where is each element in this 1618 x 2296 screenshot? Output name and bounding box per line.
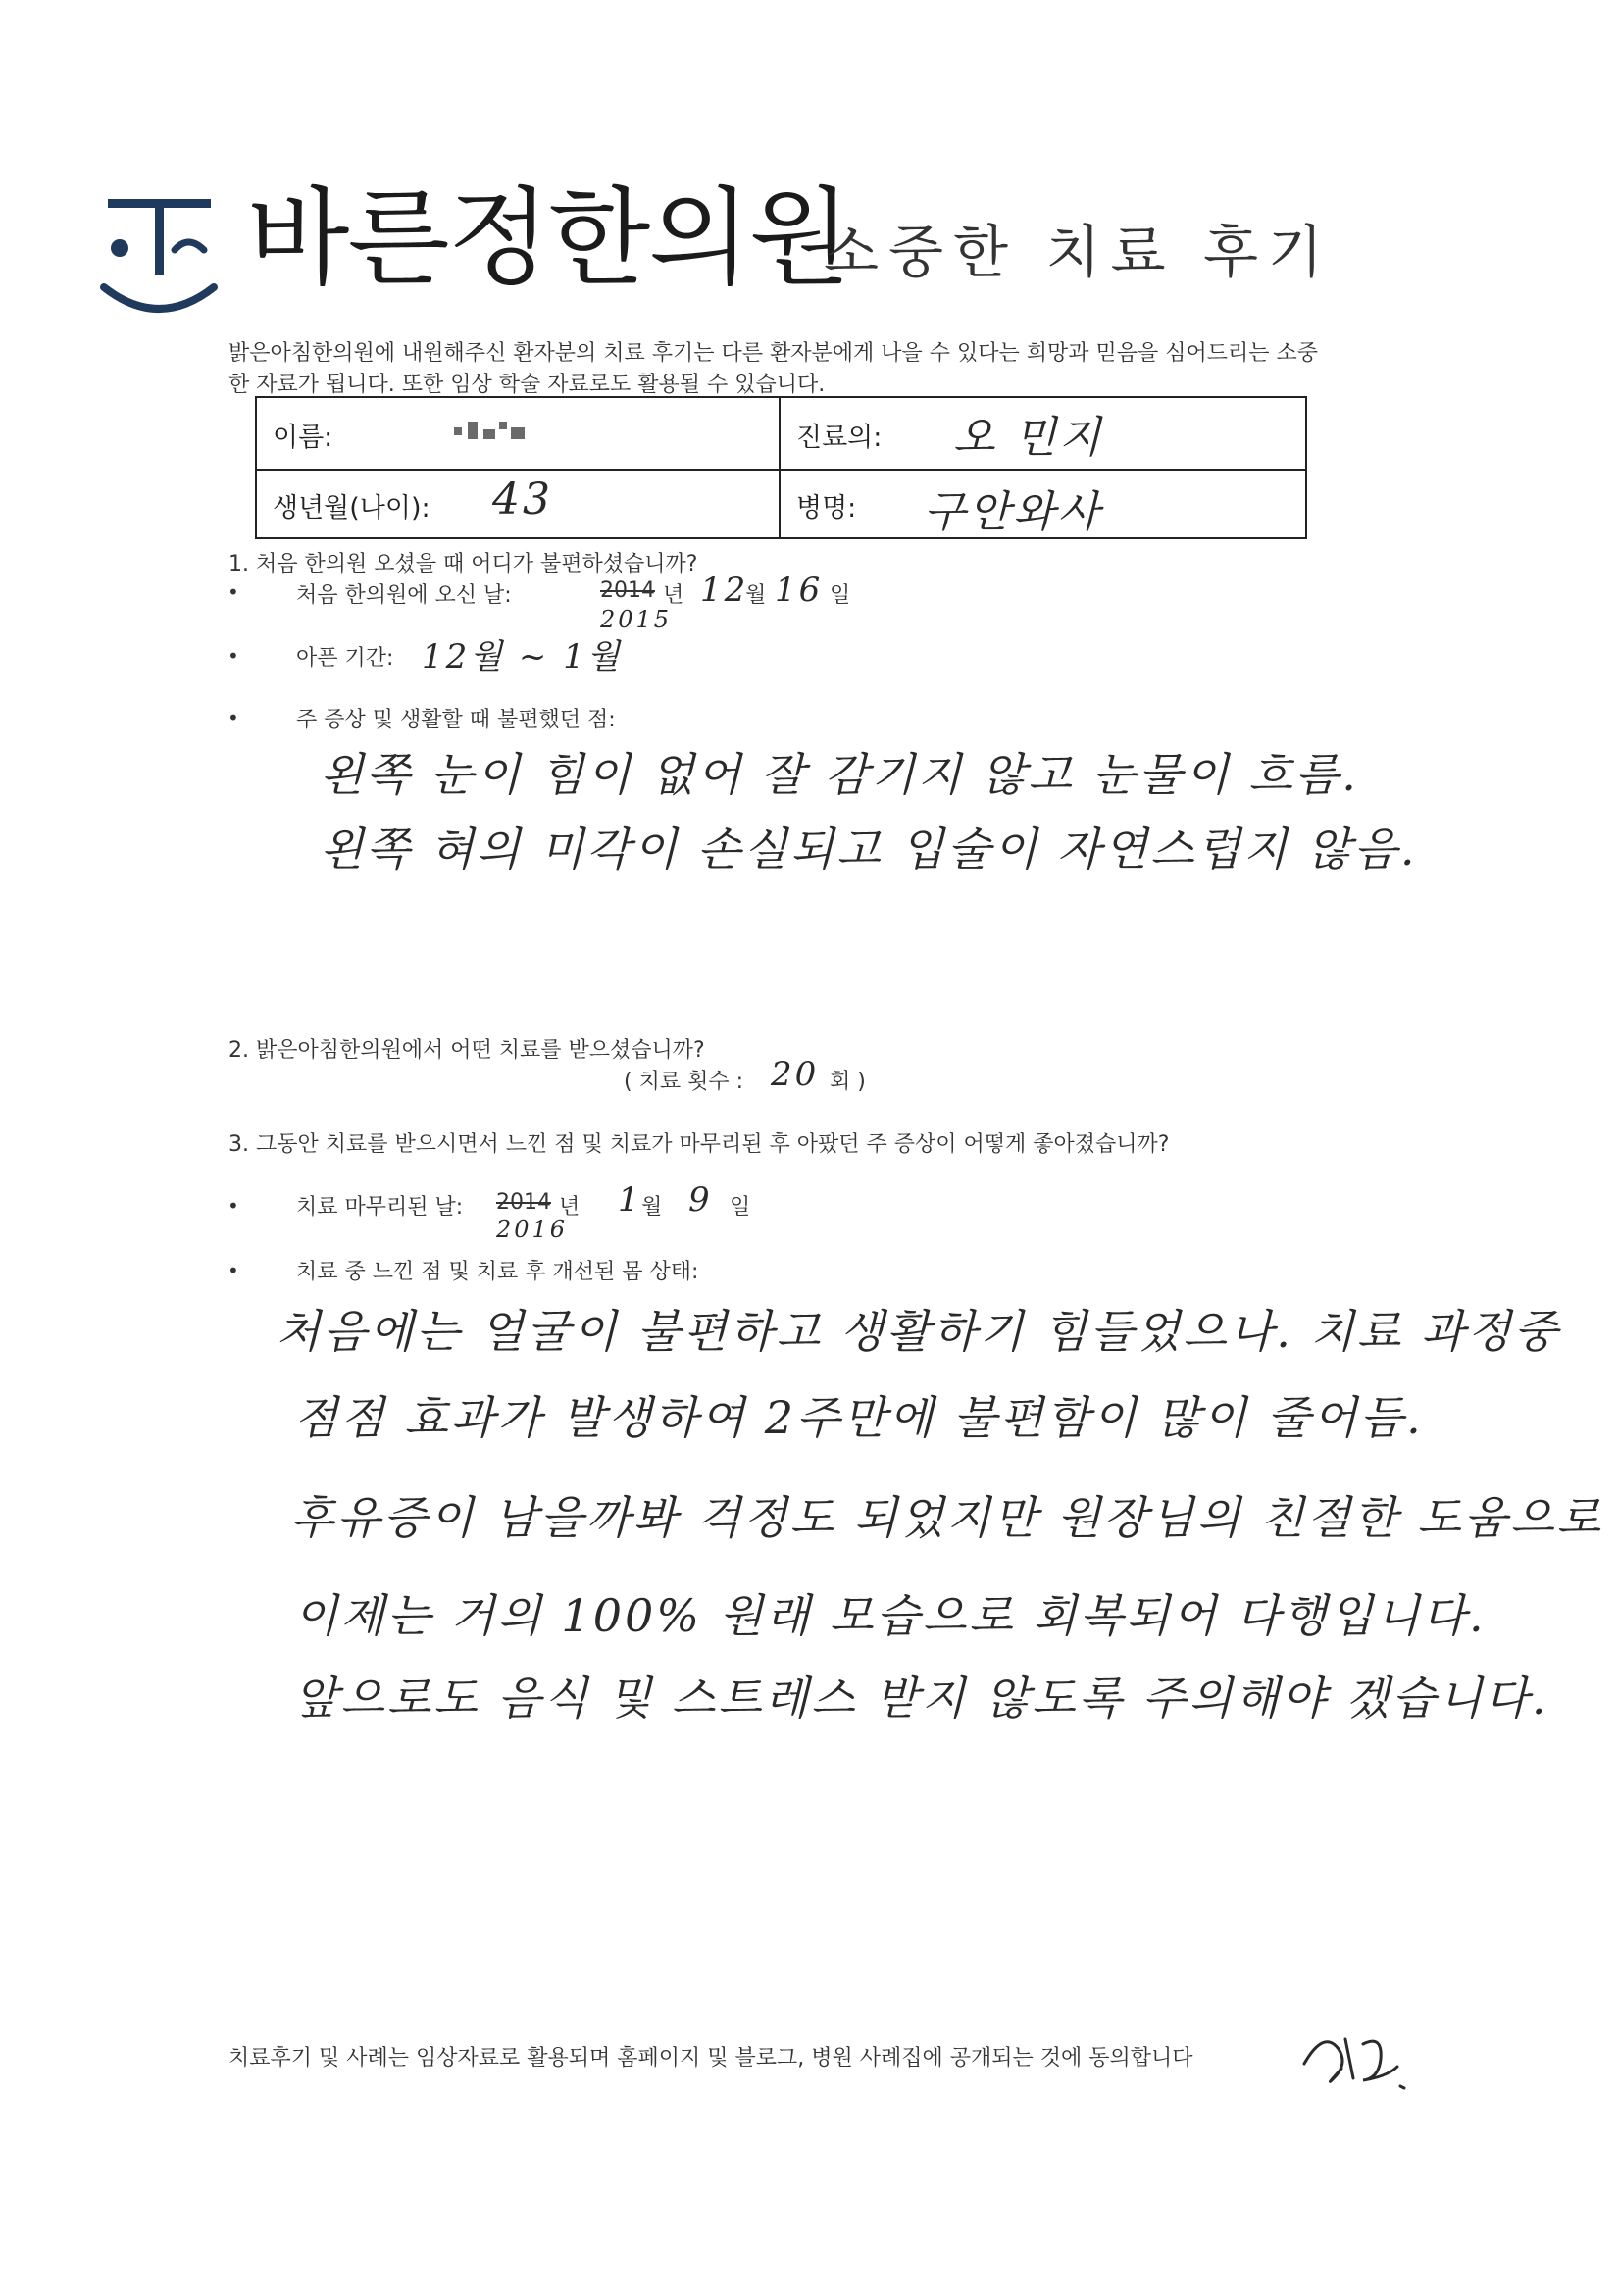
improvement-line: 처음에는 얼굴이 불편하고 생활하기 힘들었으나. 치료 과정중 (277, 1305, 1561, 1358)
birth-label: 생년월(나이): (273, 493, 430, 524)
disease-label: 병명: (796, 493, 857, 524)
disease-value: 구안와사 (924, 487, 1103, 537)
question-3-title: 3. 그동안 치료를 받으시면서 느낀 점 및 치료가 마무리된 후 아팠던 주 증상이 어떻게 좋아졌습니까? (228, 1132, 1170, 1157)
bullet: • (228, 706, 239, 729)
intro-text: 밝은아침한의원에 내원해주신 환자분의 치료 후기는 다른 환자분에게 나을 수 있다는 희망과 믿음을 심어드리는 소중한 자료가 됩니다. 또한 임상 학술 자료로도 활용될 수 있습니다. (228, 341, 1319, 397)
improvement-line: 점점 효과가 발생하여 2주만에 불편함이 많이 줄어듬. (294, 1391, 1424, 1444)
symptoms-line: 왼쪽 눈이 힘이 없어 잘 감기지 않고 눈물이 흐름. (320, 748, 1359, 801)
day-suffix: 일 (730, 1195, 751, 1220)
treatment-end-day: 9 (688, 1180, 713, 1220)
bullet: • (228, 644, 239, 668)
question-1-title: 1. 처음 한의원 오셨을 때 어디가 불편하셨습니까? (228, 552, 698, 576)
treatment-count-prefix: ( 치료 횟수 : (624, 1070, 743, 1094)
treatment-count-suffix: 회 ) (830, 1070, 866, 1094)
symptoms-line: 왼쪽 혀의 미각이 손실되고 입술이 자연스럽지 않음. (320, 823, 1418, 875)
pain-period-label: 아픈 기간: (296, 646, 394, 671)
clinic-name: 바른정한의원 (247, 177, 849, 300)
patient-info-table (255, 396, 1307, 539)
year-suffix: 년 (559, 1195, 581, 1220)
clinic-logo-icon (98, 191, 221, 324)
doctor-value: 오 민지 (953, 413, 1104, 463)
treatment-end-label: 치료 마무리된 날: (296, 1195, 464, 1220)
redacted-name (454, 422, 532, 439)
improvement-line: 앞으로도 음식 및 스트레스 받지 않도록 주의해야 겠습니다. (294, 1672, 1549, 1724)
page-title: 소중한 치료 후기 (824, 219, 1334, 285)
bullet: • (228, 580, 239, 604)
consent-text: 치료후기 및 사례는 임상자료로 활용되며 홈페이지 및 블로그, 병원 사례집에 공개되는 것에 동의합니다 (228, 2046, 1193, 2071)
treatment-count-value: 20 (771, 1055, 820, 1094)
year-suffix: 년 (663, 583, 684, 608)
question-2-title: 2. 밝은아침한의원에서 어떤 치료를 받으셨습니까? (228, 1038, 705, 1063)
improvement-line: 이제는 거의 100% 원래 모습으로 회복되어 다행입니다. (294, 1589, 1487, 1642)
treatment-end-year-printed: 2014 (496, 1190, 551, 1215)
month-suffix: 월 (641, 1195, 663, 1220)
day-suffix: 일 (830, 583, 851, 608)
treatment-end-month: 1 (618, 1180, 642, 1220)
pain-period-value: 12월 ~ 1월 (422, 637, 623, 676)
first-visit-year-written: 2015 (600, 606, 673, 633)
doctor-label: 진료의: (796, 423, 883, 453)
first-visit-year-printed: 2014 (600, 578, 655, 603)
treatment-end-year-written: 2016 (496, 1216, 569, 1243)
signature-image (1294, 2010, 1422, 2098)
month-suffix: 월 (745, 583, 767, 608)
symptoms-label: 주 증상 및 생활할 때 불편했던 점: (296, 708, 616, 732)
bullet: • (228, 1194, 239, 1218)
first-visit-month: 12 (700, 571, 749, 610)
bullet: • (228, 1259, 239, 1282)
age-value: 43 (492, 474, 553, 524)
first-visit-day: 16 (775, 571, 824, 610)
first-visit-label: 처음 한의원에 오신 날: (296, 583, 512, 608)
name-label: 이름: (273, 423, 333, 453)
improvement-label: 치료 중 느낀 점 및 치료 후 개선된 몸 상태: (296, 1260, 699, 1284)
improvement-line: 후유증이 남을까봐 걱정도 되었지만 원장님의 친절한 도움으로 (290, 1491, 1604, 1544)
